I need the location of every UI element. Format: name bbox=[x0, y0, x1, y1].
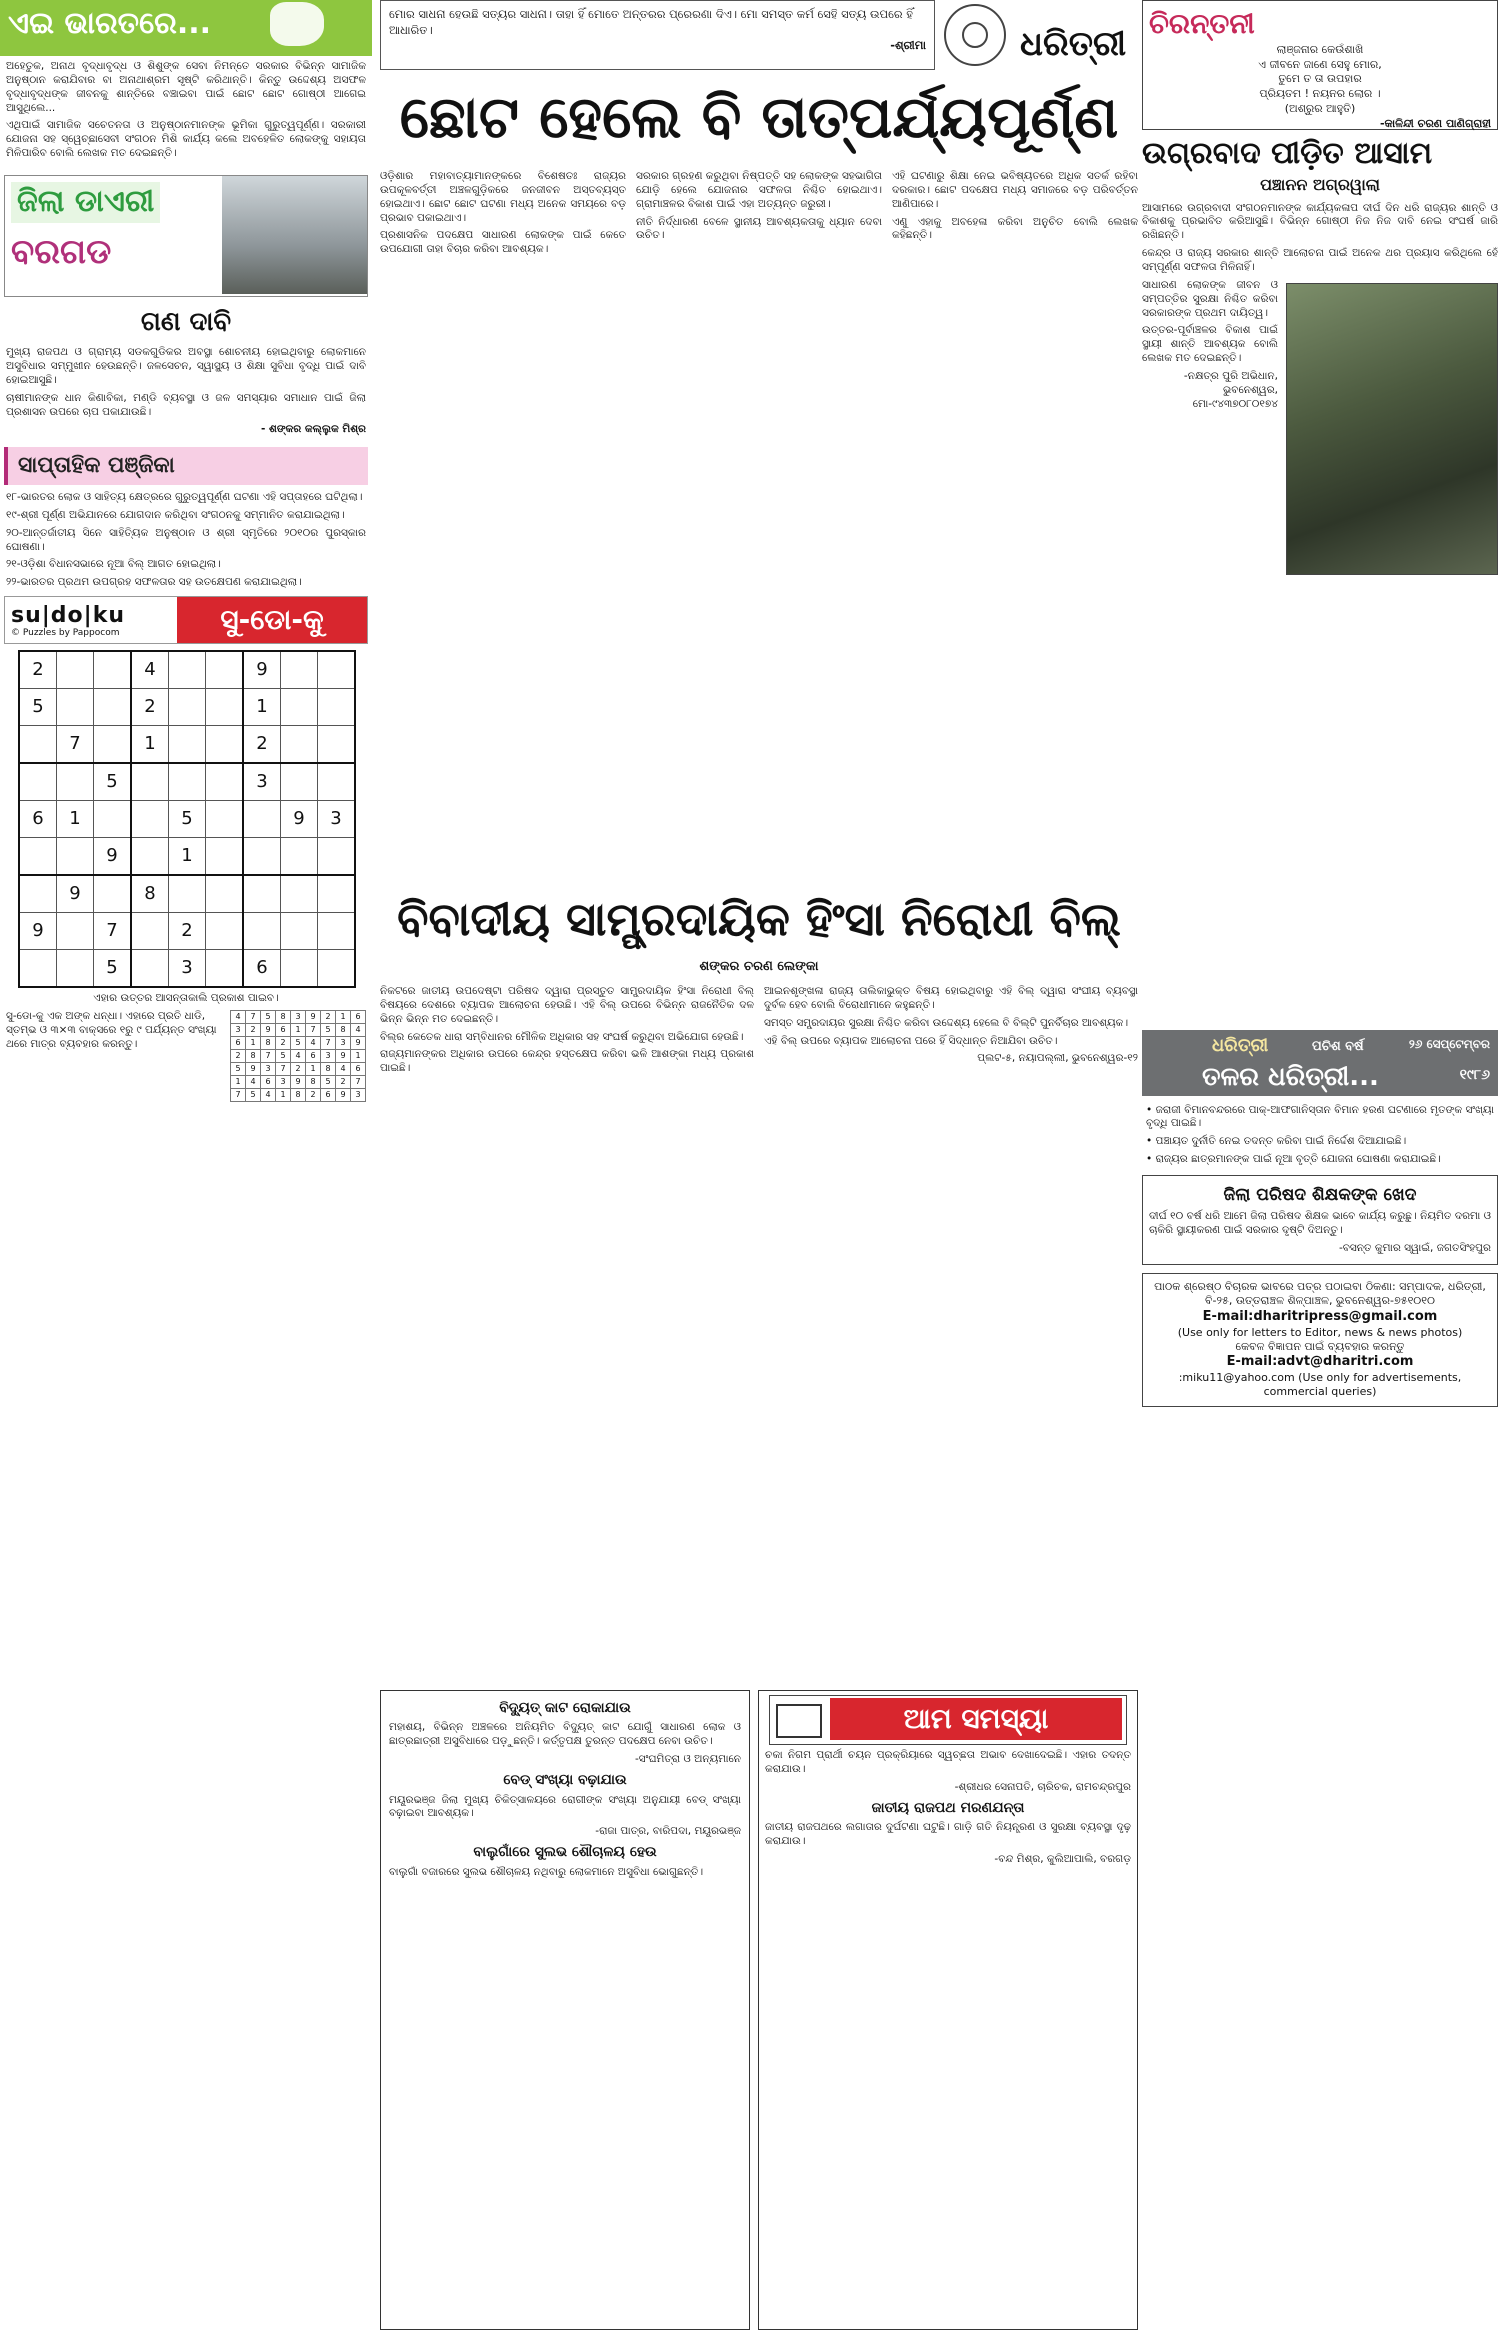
militants-photo bbox=[1286, 283, 1498, 575]
sudoku-cell[interactable]: 3 bbox=[169, 950, 206, 988]
letter-signature: -ରାଜା ପାତ୍ର, ବାରିପଦା, ମୟୂରଭଞ୍ଜ bbox=[595, 1825, 741, 1838]
weekly-panjika-title: ସାପ୍ତାହିକ ପଞ୍ଜିକା bbox=[4, 447, 368, 485]
solution-cell: 6 bbox=[231, 1036, 246, 1049]
editor-email-link[interactable]: E-mail:dharitripress@gmail.com bbox=[1202, 1308, 1438, 1324]
sudoku-cell[interactable] bbox=[318, 726, 356, 764]
wheel-logo-icon bbox=[944, 4, 1006, 66]
sudoku-cell[interactable]: 7 bbox=[57, 726, 94, 764]
sudoku-cell[interactable]: 6 bbox=[19, 801, 57, 838]
assam-article bbox=[1142, 202, 1498, 1022]
solution-cell: 5 bbox=[261, 1010, 276, 1023]
sudoku-cell[interactable]: 5 bbox=[169, 801, 206, 838]
archive-news bbox=[1142, 1104, 1498, 1167]
quote-text: ମୋର ସାଧନା ହେଉଛି ସତ୍ୟର ସାଧନା। ତାହା ହିଁ ମୋତେ ଅନ୍ତରର ପ୍ରେରଣା ଦିଏ। ମୋ ସମସ୍ତ କର୍ମ ସେହି ସତ୍ୟ ଉପରେ ହିଁ ଆଧାରିତ। bbox=[389, 7, 913, 37]
letter-signature: -ଶ୍ରୀଧର ସେନାପତି, ଚାରିଚକ, ରାମଚନ୍ଦ୍ରପୁର bbox=[954, 1780, 1131, 1793]
solution-cell: 4 bbox=[306, 1036, 321, 1049]
solution-cell: 4 bbox=[246, 1075, 261, 1088]
contact-ad-label: କେବଳ ବିଜ୍ଞାପନ ପାଇଁ ବ୍ୟବହାର କରନ୍ତୁ bbox=[1235, 1339, 1405, 1353]
sudoku-caption: ଏହାର ଉତ୍ତର ଆସନ୍ତାକାଲି ପ୍ରକାଶ ପାଇବ। bbox=[93, 992, 279, 1005]
solution-cell: 8 bbox=[321, 1062, 336, 1075]
sudoku-cell[interactable] bbox=[206, 726, 244, 764]
letter-signature: -ବସନ୍ତ କୁମାର ସ୍ୱାଇଁ, ଜଗତସିଂହପୁର bbox=[1338, 1242, 1491, 1255]
solution-cell: 1 bbox=[291, 1023, 306, 1036]
sudoku-cell[interactable]: 7 bbox=[94, 913, 132, 950]
sudoku-cell[interactable] bbox=[19, 763, 57, 801]
letter-text: ମହାଶୟ, ବିଭିନ୍ନ ଅଞ୍ଚଳରେ ଅନିୟମିତ ବିଦ୍ୟୁତ୍ କାଟ ଯୋଗୁଁ ସାଧାରଣ ଲୋକ ଓ ଛାତ୍ରଛାତ୍ରୀ ଅସୁବିଧାରେ ପଡ଼ୁଛନ୍ତି। କର୍ତ୍ତୃପକ୍ଷ ତୁରନ୍ତ ପଦକ୍ଷେପ ନେବା ଉଚିତ। bbox=[389, 1721, 741, 1748]
headline-communal-bill: ବିବାଦୀୟ ସାମ୍ପ୍ରଦାୟିକ ହିଂସା ନିରୋଧୀ ବିଲ୍ bbox=[397, 892, 1121, 946]
sudoku-cell[interactable] bbox=[131, 950, 169, 988]
letter-text: ଚକା ନିଗମ ପ୍ରାର୍ଥୀ ଚୟନ ପ୍ରକ୍ରିୟାରେ ସ୍ୱଚ୍ଛତା ଅଭାବ ଦେଖାଦେଇଛି। ଏହାର ତଦନ୍ତ କରାଯାଉ। bbox=[765, 1749, 1131, 1775]
letters-right bbox=[758, 1690, 1138, 2330]
news-item: • ଜରାଜୀ ବିମାନବନ୍ଦରରେ ପାକ୍-ଆଫଗାନିସ୍ତାନ ବିମାନ ହରଣ ଘଟଣାରେ ମୃତଙ୍କ ସଂଖ୍ୟା ବୃଦ୍ଧି ପାଇଛି। bbox=[1146, 1103, 1494, 1130]
byline: ଶଙ୍କର ଚରଣ ଲେଙ୍କା bbox=[699, 959, 819, 974]
sudoku-cell[interactable] bbox=[206, 950, 244, 988]
solution-cell: 3 bbox=[291, 1010, 306, 1023]
solution-cell: 2 bbox=[336, 1075, 351, 1088]
solution-cell: 9 bbox=[351, 1036, 366, 1049]
solution-cell: 9 bbox=[291, 1075, 306, 1088]
letter-title: ବେଡ୍ ସଂଖ୍ୟା ବଢ଼ାଯାଉ bbox=[503, 1772, 627, 1789]
poem-author: -କାଳିନ୍ଦୀ ଚରଣ ପାଣିଗ୍ରାହୀ bbox=[1379, 117, 1491, 131]
paragraph: ଏଣୁ ଏହାକୁ ଅବହେଳା କରିବା ଅନୁଚିତ ବୋଲି ଲେଖକ କହିଛନ୍ତି। bbox=[892, 215, 1138, 242]
list-item: ୨୨-ଭାରତର ପ୍ରଥମ ଉପଗ୍ରହ ସଫଳତାର ସହ ଉତକ୍ଷେପଣ କରାଯାଇଥିଲା। bbox=[6, 576, 302, 589]
paragraph: ସରକାର ଗ୍ରହଣ କରୁଥିବା ନିଷ୍ପତ୍ତି ସହ ଲୋକଙ୍କ ସହଭାଗିତା ଯୋଡ଼ି ହେଲେ ଯୋଜନାର ସଫଳତା ନିଶ୍ଚିତ ହୋଇଥାଏ। ଗ୍ରାମାଞ୍ଚଳର ବିକାଶ ପାଇଁ ଏହା ଅତ୍ୟନ୍ତ ଜରୁରୀ। bbox=[636, 170, 882, 210]
news-item: • ରାଜ୍ୟର ଛାତ୍ରମାନଙ୍କ ପାଇଁ ନୂଆ ବୃତ୍ତି ଯୋଜନା ଘୋଷଣା କରାଯାଇଛି। bbox=[1146, 1153, 1441, 1166]
newspaper-name: ଧରିତ୍ରୀ bbox=[1020, 24, 1127, 64]
paragraph: ଏହି ଘଟଣାରୁ ଶିକ୍ଷା ନେଇ ଭବିଷ୍ୟତରେ ଅଧିକ ସତର୍କ ରହିବା ଦରକାର। ଛୋଟ ପଦକ୍ଷେପ ମଧ୍ୟ ସମାଜରେ ବଡ଼ ପରିବର୍ତ୍ତନ ଆଣିପାରେ। bbox=[892, 170, 1138, 210]
sudoku-cell[interactable]: 1 bbox=[169, 838, 206, 876]
sudoku-cell[interactable]: 2 bbox=[19, 651, 57, 689]
sudoku-cell[interactable]: 2 bbox=[131, 689, 169, 726]
sudoku-cell[interactable] bbox=[281, 763, 318, 801]
solution-cell: 6 bbox=[351, 1062, 366, 1075]
solution-cell: 1 bbox=[336, 1010, 351, 1023]
sudoku-cell[interactable] bbox=[57, 651, 94, 689]
sudoku-cell[interactable]: 6 bbox=[243, 950, 281, 988]
list-item: ୧୯-ଶ୍ରୀ ପୂର୍ଣ୍ଣ ଅଭିଯାନରେ ଯୋଗଦାନ କରିଥିବା ସଂଗଠନକୁ ସମ୍ମାନିତ କରାଯାଇଥିଲା। bbox=[6, 508, 345, 521]
solution-cell: 2 bbox=[276, 1036, 291, 1049]
solution-cell: 8 bbox=[336, 1023, 351, 1036]
letter-title: ବାଲୁଗାଁରେ ସୁଲଭ ଶୌଚାଳୟ ହେଉ bbox=[473, 1844, 657, 1861]
solution-cell: 8 bbox=[291, 1088, 306, 1101]
solution-cell: 4 bbox=[336, 1062, 351, 1075]
list-item: ୨୧-ଓଡ଼ିଶା ବିଧାନସଭାରେ ନୂଆ ବିଲ୍ ଆଗତ ହୋଇଥିଲା। bbox=[6, 558, 221, 571]
solution-cell: 4 bbox=[261, 1088, 276, 1101]
sudoku-cell[interactable]: 5 bbox=[19, 689, 57, 726]
letter-title: ବିଦ୍ୟୁତ୍ କାଟ ରୋକାଯାଉ bbox=[499, 1700, 631, 1716]
sudoku-cell[interactable] bbox=[57, 950, 94, 988]
right-column bbox=[1142, 0, 1498, 1407]
sudoku-cell[interactable] bbox=[206, 913, 244, 950]
sudoku-cell[interactable] bbox=[206, 651, 244, 689]
sudoku-cell[interactable] bbox=[169, 875, 206, 913]
masthead bbox=[940, 0, 1138, 74]
sudoku-cell[interactable] bbox=[206, 689, 244, 726]
paragraph: ନିକଟରେ ଜାତୀୟ ଉପଦେଷ୍ଟା ପରିଷଦ ଦ୍ୱାରା ପ୍ରସ୍ତୁତ ସାମ୍ପ୍ରଦାୟିକ ହିଂସା ନିରୋଧୀ ବିଲ୍ ବିଷୟରେ ଦେଶରେ ବ୍ୟାପକ ଆଲୋଚନା ହେଉଛି। ଏହି ବିଲ୍ ଉପରେ ବିଭିନ୍ନ ରାଜନୈତିକ ଦଳ ଭିନ୍ନ ଭିନ୍ନ ମତ ଦେଇଛନ୍ତି। bbox=[380, 985, 754, 1025]
solution-cell: 6 bbox=[351, 1010, 366, 1023]
solution-cell: 8 bbox=[261, 1036, 276, 1049]
article-1-col-2 bbox=[636, 170, 882, 870]
zila-diary-title: ଜିଲା ଡାଏରୀ bbox=[11, 182, 160, 223]
article-footer: ପ୍ଲଟ-୫, ନୟାପଲ୍ଲୀ, ଭୁବନେଶ୍ୱର-୧୨ bbox=[977, 1052, 1138, 1065]
solution-cell: 1 bbox=[231, 1075, 246, 1088]
sudoku-cell[interactable]: 1 bbox=[243, 689, 281, 726]
letters-left bbox=[380, 1690, 750, 2330]
banner-title: ତଳର ଧରିତ୍ରୀ... bbox=[1202, 1061, 1379, 1092]
solution-cell: 3 bbox=[336, 1036, 351, 1049]
india-map-icon bbox=[270, 2, 324, 46]
sudoku-cell[interactable]: 9 bbox=[94, 838, 132, 876]
sudoku-cell[interactable]: 1 bbox=[131, 726, 169, 764]
solution-cell: 6 bbox=[276, 1023, 291, 1036]
sudoku-cell[interactable]: 9 bbox=[281, 801, 318, 838]
sudoku-cell[interactable] bbox=[318, 763, 356, 801]
headline-main: ଛୋଟ ହେଲେ ବି ତାତ୍ପର୍ଯ୍ୟପୂର୍ଣ୍ଣ bbox=[399, 83, 1119, 151]
quote-box bbox=[380, 0, 935, 70]
sudoku-cell[interactable] bbox=[318, 875, 356, 913]
sudoku-cell[interactable] bbox=[57, 689, 94, 726]
solution-cell: 2 bbox=[321, 1010, 336, 1023]
contact-address: ବି-୨୫, ଉତ୍ତରାଞ୍ଚଳ ଶିଳ୍ପାଞ୍ଚଳ, ଭୁବନେଶ୍ୱର-୭୫୧୦୧୦ bbox=[1205, 1294, 1435, 1308]
sudoku-cell[interactable]: 9 bbox=[19, 913, 57, 950]
assam-headline: ଉଗ୍ରବାଦ ପୀଡ଼ିତ ଆସାମ bbox=[1142, 136, 1433, 171]
sudoku-cell[interactable] bbox=[206, 801, 244, 838]
weekly-panjika-list bbox=[0, 491, 372, 590]
solution-cell: 1 bbox=[351, 1049, 366, 1062]
gana-dabi-article bbox=[0, 346, 372, 437]
section-header-ei-bharatare bbox=[0, 0, 372, 56]
sudoku-cell[interactable]: 4 bbox=[131, 651, 169, 689]
paragraph: ଚାଷୀମାନଙ୍କ ଧାନ କିଣାବିକା, ମଣ୍ଡି ବ୍ୟବସ୍ଥା ଓ ଜଳ ସମସ୍ୟାର ସମାଧାନ ପାଇଁ ଜିଲା ପ୍ରଶାସନ ଉପରେ ଚାପ ପକାଯାଉଛି। bbox=[6, 391, 366, 418]
sudoku-cell[interactable]: 5 bbox=[94, 763, 132, 801]
solution-cell: 9 bbox=[246, 1062, 261, 1075]
paragraph: ଅହେତୁକ, ଅନାଥ ବୃଦ୍ଧାବୃଦ୍ଧ ଓ ଶିଶୁଙ୍କ ସେବା ନିମନ୍ତେ ସରକାର ବିଭିନ୍ନ ସାମାଜିକ ଅନୁଷ୍ଠାନ କରାଯିବାର ବା ଅନାଥାଶ୍ରମ ସୃଷ୍ଟି କରିଥାନ୍ତି। କିନ୍ତୁ ଉଦ୍ଦେଶ୍ୟ ଅସଫଳ ବୃଦ୍ଧାବୃଦ୍ଧଙ୍କ ଜୀବନକୁ ଶାନ୍ତିରେ ବଞ୍ଚାଇବା ପାଇଁ ଛୋଟ ଛୋଟ ଗୋଷ୍ଠୀ ଆଗେଇ ଆସୁଥିଲେ... bbox=[6, 60, 366, 114]
article-2-col-1 bbox=[380, 985, 754, 1675]
paragraph: ସମସ୍ତ ସମ୍ପ୍ରଦାୟର ସୁରକ୍ଷା ନିଶ୍ଚିତ କରିବା ଉଦ୍ଦେଶ୍ୟ ହେଲେ ବି ବିଲ୍‌ଟି ପୁନର୍ବିଚାର ଆବଶ୍ୟକ। bbox=[764, 1016, 1129, 1029]
aama-samasya-title: ଆମ ସମସ୍ୟା bbox=[830, 1698, 1122, 1740]
sudoku-cell[interactable] bbox=[57, 913, 94, 950]
gana-dabi-title: ଗଣ ଦାବି bbox=[140, 307, 232, 338]
letter-text: ଦୀର୍ଘ ୧୦ ବର୍ଷ ଧରି ଆମେ ଜିଲା ପରିଷଦ ଶିକ୍ଷକ ଭାବେ କାର୍ଯ୍ୟ କରୁଛୁ। ନିୟମିତ ଦରମା ଓ ଚାକିରି ସ୍ଥାୟୀକରଣ ପାଇଁ ସରକାର ଦୃଷ୍ଟି ଦିଅନ୍ତୁ। bbox=[1149, 1210, 1491, 1237]
sudoku-cell[interactable] bbox=[94, 726, 132, 764]
letter-signature: -ସଂଘମିତ୍ରା ଓ ଅନ୍ୟମାନେ bbox=[635, 1753, 741, 1766]
sudoku-cell[interactable]: 2 bbox=[169, 913, 206, 950]
paragraph: ଆଇନଶୃଙ୍ଖଳା ରାଜ୍ୟ ତାଲିକାଭୁକ୍ତ ବିଷୟ ହୋଇଥିବାରୁ ଏହି ବିଲ୍ ଦ୍ୱାରା ସଂଘୀୟ ବ୍ୟବସ୍ଥା ଦୁର୍ବଳ ହେବ ବୋଲି ବିରୋଧୀମାନେ କହୁଛନ୍ତି। bbox=[764, 985, 1138, 1011]
sudoku-cell[interactable] bbox=[281, 689, 318, 726]
paragraph: ଆସାମରେ ଉଗ୍ରବାଦୀ ସଂଗଠନମାନଙ୍କ କାର୍ଯ୍ୟକଳାପ ଦୀର୍ଘ ଦିନ ଧରି ରାଜ୍ୟର ଶାନ୍ତି ଓ ବିକାଶକୁ ପ୍ରଭାବିତ କରିଆସୁଛି। ବିଭିନ୍ନ ଗୋଷ୍ଠୀ ନିଜ ନିଜ ଦାବି ନେଇ ସଂଘର୍ଷ ଜାରି ରଖିଛନ୍ତି। bbox=[1142, 201, 1498, 242]
letter-signature: -ବନ୍ଦ ମିଶ୍ର, କୁଲିଆପାଲି, ବରଗଡ଼ bbox=[994, 1852, 1131, 1865]
sudoku-cell[interactable] bbox=[281, 875, 318, 913]
paragraph: ରାଜ୍ୟମାନଙ୍କର ଅଧିକାର ଉପରେ କେନ୍ଦ୍ର ହସ୍ତକ୍ଷେପ କରିବା ଭଳି ଆଶଙ୍କା ମଧ୍ୟ ପ୍ରକାଶ ପାଇଛି। bbox=[380, 1048, 754, 1075]
solution-cell: 2 bbox=[246, 1023, 261, 1036]
advt-email-link-2[interactable]: :miku11@yahoo.com (Use only for advertisements, commercial queries) bbox=[1178, 1371, 1462, 1399]
sudoku-cell[interactable]: 2 bbox=[243, 726, 281, 764]
poem: ଲାଞ୍ଜନାର କେଉଁଶାଖି ଏ ଜୀବନେ ଜାଣେ ସେହୁ ମୋର, ତୁମେ ତ ତା ଉପହାର ପ୍ରିୟତମ ! ନୟନର ଲୋର । (ଅଶ୍ରୁର ଆହୁତି) bbox=[1258, 42, 1382, 116]
sudoku-cell[interactable] bbox=[206, 875, 244, 913]
solution-cell: 8 bbox=[306, 1075, 321, 1088]
sudoku-cell[interactable]: 8 bbox=[131, 875, 169, 913]
solution-cell: 3 bbox=[321, 1049, 336, 1062]
sudoku-cell[interactable]: 9 bbox=[57, 875, 94, 913]
sudoku-cell[interactable] bbox=[281, 838, 318, 876]
paragraph: ଏଥିପାଇଁ ସାମାଜିକ ସଚେତନତା ଓ ଅନୁଷ୍ଠାନମାନଙ୍କ ଭୂମିକା ଗୁରୁତ୍ୱପୂର୍ଣ୍ଣ। ସରକାରୀ ଯୋଜନା ସହ ସ୍ୱେଚ୍ଛାସେବୀ ସଂଗଠନ ମିଶି କାର୍ଯ୍ୟ କଲେ ଅବହେଳିତ ଲୋକଙ୍କୁ ସହାୟତା ମିଳିପାରିବ ବୋଲି ଲେଖକ ମତ ଦେଇଛନ୍ତି। bbox=[6, 119, 366, 160]
paragraph: ସାଧାରଣ ଲୋକଙ୍କ ଜୀବନ ଓ ସମ୍ପତ୍ତିର ସୁରକ୍ଷା ନିଶ୍ଚିତ କରିବା ସରକାରଙ୍କ ପ୍ରଥମ ଦାୟିତ୍ୱ। bbox=[1142, 278, 1278, 319]
sudoku-cell[interactable] bbox=[94, 801, 132, 838]
solution-cell: 5 bbox=[291, 1036, 306, 1049]
solution-cell: 2 bbox=[231, 1049, 246, 1062]
sudoku-cell[interactable] bbox=[131, 838, 169, 876]
sudoku-header bbox=[4, 596, 368, 644]
solution-cell: 5 bbox=[321, 1075, 336, 1088]
paragraph: କେନ୍ଦ୍ର ଓ ରାଜ୍ୟ ସରକାର ଶାନ୍ତି ଆଲୋଚନା ପାଇଁ ଅନେକ ଥର ପ୍ରୟାସ କରିଥିଲେ ହେଁ ସମ୍ପୂର୍ଣ୍ଣ ସଫଳତା ମିଳିନାହିଁ। bbox=[1142, 247, 1498, 274]
paragraph: ନୀତି ନିର୍ଦ୍ଧାରଣ ବେଳେ ସ୍ଥାନୀୟ ଆବଶ୍ୟକତାକୁ ଧ୍ୟାନ ଦେବା ଉଚିତ। bbox=[636, 215, 882, 242]
aama-samasya-header bbox=[769, 1695, 1127, 1745]
sudoku-cell[interactable] bbox=[318, 950, 356, 988]
solution-cell: 7 bbox=[276, 1062, 291, 1075]
sudoku-cell[interactable] bbox=[169, 763, 206, 801]
list-item: ୧୮-ଭାରତର ଲୋକ ଓ ସାହିତ୍ୟ କ୍ଷେତ୍ରରେ ଗୁରୁତ୍ୱପୂର୍ଣ୍ଣ ଘଟଣା ଏହି ସପ୍ତାହରେ ଘଟିଥିଲା। bbox=[6, 490, 363, 503]
sudoku-odia-title: ସୁ-ଡୋ-କୁ bbox=[177, 597, 367, 643]
solution-cell: 4 bbox=[291, 1049, 306, 1062]
intro-article bbox=[0, 56, 372, 169]
sudoku-cell[interactable] bbox=[131, 801, 169, 838]
solution-cell: 9 bbox=[336, 1049, 351, 1062]
sudoku-cell[interactable] bbox=[281, 726, 318, 764]
letter-text: ଜାତୀୟ ରାଜପଥରେ ଲଗାତାର ଦୁର୍ଘଟଣା ଘଟୁଛି। ଗାଡ଼ି ଗତି ନିୟନ୍ତ୍ରଣ ଓ ସୁରକ୍ଷା ବ୍ୟବସ୍ଥା ଦୃଢ଼ କରାଯାଉ। bbox=[765, 1821, 1131, 1847]
paragraph: ଓଡ଼ିଶାର ମହାବାତ୍ୟାମାନଙ୍କରେ ବିଶେଷତଃ ରାଜ୍ୟର ଉପକୂଳବର୍ତ୍ତୀ ଅଞ୍ଚଳଗୁଡ଼ିକରେ ଜନଜୀବନ ଅସ୍ତବ୍ୟସ୍ତ ହୋଇଥାଏ। ଛୋଟ ଛୋଟ ଘଟଣା ମଧ୍ୟ ଅନେକ ସମୟରେ ବଡ଼ ପ୍ରଭାବ ପକାଇଥାଏ। bbox=[380, 170, 626, 224]
sudoku-cell[interactable] bbox=[169, 689, 206, 726]
sudoku-instructions: ସୁ-ଡୋ-କୁ ଏକ ଅଙ୍କ ଧନ୍ଧା। ଏହାରେ ପ୍ରତି ଧାଡି, ସ୍ତମ୍ଭ ଓ ୩×୩ ବାକ୍ସରେ ୧ରୁ ୯ ପର୍ଯ୍ୟନ୍ତ ସଂଖ୍ୟା ଥରେ ମାତ୍ର ବ୍ୟବହାର କରନ୍ତୁ। bbox=[6, 1009, 217, 1050]
contact-box bbox=[1142, 1273, 1498, 1407]
solution-cell: 1 bbox=[276, 1088, 291, 1101]
solution-cell: 6 bbox=[321, 1088, 336, 1101]
article-1 bbox=[380, 170, 1138, 870]
solution-cell: 7 bbox=[306, 1023, 321, 1036]
sudoku-cell[interactable] bbox=[94, 689, 132, 726]
sudoku-cell[interactable] bbox=[19, 726, 57, 764]
sudoku-cell[interactable]: 9 bbox=[243, 651, 281, 689]
solution-cell: 4 bbox=[231, 1010, 246, 1023]
solution-cell: 7 bbox=[231, 1088, 246, 1101]
article-1-col-3 bbox=[892, 170, 1138, 870]
sudoku-credit: © Puzzles by Pappocom bbox=[11, 628, 120, 639]
paragraph: ଏହି ବିଲ୍ ଉପରେ ବ୍ୟାପକ ଆଲୋଚନା ପରେ ହିଁ ସିଦ୍ଧାନ୍ତ ନିଆଯିବା ଉଚିତ। bbox=[764, 1034, 1058, 1047]
solution-cell: 3 bbox=[231, 1023, 246, 1036]
paragraph: ଉତ୍ତର-ପୂର୍ବାଞ୍ଚଳର ବିକାଶ ପାଇଁ ସ୍ଥାୟୀ ଶାନ୍ତି ଆବଶ୍ୟକ ବୋଲି ଲେଖକ ମତ ଦେଇଛନ୍ତି। bbox=[1142, 324, 1278, 365]
sudoku-cell[interactable] bbox=[281, 651, 318, 689]
banner-date: ୨୬ ସେପ୍ଟେମ୍ବର bbox=[1408, 1036, 1490, 1051]
sudoku-cell[interactable]: 5 bbox=[94, 950, 132, 988]
author: - ଶଙ୍କର କଲ୍ଲୁକ ମିଶ୍ର bbox=[261, 423, 366, 436]
quote-author: -ଶ୍ରୀମା bbox=[890, 38, 926, 53]
solution-cell: 6 bbox=[306, 1049, 321, 1062]
sudoku-cell[interactable] bbox=[94, 651, 132, 689]
sudoku-cell[interactable] bbox=[57, 763, 94, 801]
twentyfive-years-banner bbox=[1142, 1030, 1498, 1096]
byline: ପଞ୍ଚାନନ ଅଗ୍ରୱାଲା bbox=[1260, 175, 1380, 194]
sudoku-cell[interactable] bbox=[19, 838, 57, 876]
paragraph: ବିଲ୍‌ର କେତେକ ଧାରା ସମ୍ବିଧାନର ମୌଳିକ ଅଧିକାର ସହ ସଂଘର୍ଷ କରୁଥିବା ଅଭିଯୋଗ ହେଉଛି। bbox=[380, 1030, 744, 1043]
sudoku-cell[interactable] bbox=[169, 651, 206, 689]
solution-cell: 8 bbox=[246, 1049, 261, 1062]
sudoku-cell[interactable] bbox=[169, 726, 206, 764]
sudoku-cell[interactable] bbox=[206, 763, 244, 801]
banner-year: ୧୯୮୬ bbox=[1459, 1066, 1490, 1083]
solution-cell: 7 bbox=[321, 1036, 336, 1049]
banner-label: ପଚିଶ ବର୍ଷ bbox=[1312, 1038, 1364, 1054]
solution-cell: 7 bbox=[351, 1075, 366, 1088]
envelope-icon bbox=[776, 1704, 822, 1738]
sudoku-cell[interactable]: 3 bbox=[318, 801, 356, 838]
sudoku-cell[interactable]: 3 bbox=[243, 763, 281, 801]
sudoku-cell[interactable] bbox=[318, 689, 356, 726]
article-2 bbox=[380, 985, 1138, 1675]
sudoku-cell[interactable] bbox=[206, 838, 244, 876]
zila-diary-box bbox=[4, 175, 368, 297]
letter-title: ଜାତୀୟ ରାଜପଥ ମରଣଯନ୍ତା bbox=[871, 1799, 1025, 1816]
sudoku-cell[interactable] bbox=[281, 950, 318, 988]
left-column bbox=[0, 0, 372, 2337]
solution-cell: 9 bbox=[336, 1088, 351, 1101]
sudoku-logo: su|do|ku bbox=[11, 603, 125, 629]
sudoku-cell[interactable]: 1 bbox=[57, 801, 94, 838]
sudoku-cell[interactable] bbox=[318, 651, 356, 689]
solution-cell: 6 bbox=[261, 1075, 276, 1088]
solution-cell: 8 bbox=[276, 1010, 291, 1023]
solution-cell: 5 bbox=[276, 1049, 291, 1062]
contact-address: ପାଠକ ଶ୍ରେଷ୍ଠ ବିଚାରକ ଭାବରେ ପତ୍ର ପଠାଇବା ଠିକଣା: ସମ୍ପାଦକ, ଧରିତ୍ରୀ, bbox=[1154, 1280, 1486, 1294]
sudoku-cell[interactable] bbox=[57, 838, 94, 876]
solution-cell: 9 bbox=[306, 1010, 321, 1023]
teacher-letter bbox=[1142, 1175, 1498, 1265]
solution-cell: 9 bbox=[261, 1023, 276, 1036]
advt-email-link[interactable]: E-mail:advt@dharitri.com bbox=[1226, 1354, 1414, 1370]
sudoku-cell[interactable] bbox=[243, 913, 281, 950]
news-item: • ପଞ୍ଚାୟତ ଦୁର୍ନୀତି ନେଇ ତଦନ୍ତ କରିବା ପାଇଁ ନିର୍ଦ୍ଦେଶ ଦିଆଯାଇଛି। bbox=[1146, 1135, 1407, 1148]
solution-cell: 3 bbox=[276, 1075, 291, 1088]
paragraph: ମୁଖ୍ୟ ରାଜପଥ ଓ ଗ୍ରାମ୍ୟ ସଡକଗୁଡିକର ଅବସ୍ଥା ଶୋଚନୀୟ ହୋଇଥିବାରୁ ଲୋକମାନେ ଅସୁବିଧାର ସମ୍ମୁଖୀନ ହେଉଛନ୍ତି। ଜଳସେଚନ, ସ୍ୱାସ୍ଥ୍ୟ ଓ ଶିକ୍ଷା ସୁବିଧା ବୃଦ୍ଧି ପାଇଁ ଦାବି ହୋଇଆସୁଛି। bbox=[6, 346, 366, 386]
sudoku-cell[interactable] bbox=[243, 875, 281, 913]
solution-cell: 5 bbox=[231, 1062, 246, 1075]
letter-text: ମୟୂରଭଞ୍ଜ ଜିଲା ମୁଖ୍ୟ ଚିକିତ୍ସାଳୟରେ ରୋଗୀଙ୍କ ସଂଖ୍ୟା ଅନୁଯାୟୀ ବେଡ୍ ସଂଖ୍ୟା ବଢ଼ାଇବା ଆବଶ୍ୟକ। bbox=[389, 1793, 741, 1820]
solution-cell: 5 bbox=[246, 1088, 261, 1101]
district-photo bbox=[222, 176, 367, 294]
sudoku-cell[interactable] bbox=[19, 875, 57, 913]
banner-logo: ଧରିତ୍ରୀ bbox=[1212, 1034, 1269, 1056]
list-item: ୨୦-ଆନ୍ତର୍ଜାତୀୟ ସିନେ ସାହିତ୍ୟିକ ଅନୁଷ୍ଠାନ ଓ ଶ୍ରୀ ସ୍ମୃତିରେ ୨୦୧୦ର ପୁରସ୍କାର ଘୋଷଣା। bbox=[6, 526, 366, 553]
solution-cell: 3 bbox=[351, 1088, 366, 1101]
solution-cell: 1 bbox=[306, 1062, 321, 1075]
solution-cell: 7 bbox=[246, 1010, 261, 1023]
paragraph: ପ୍ରଶାସନିକ ପଦକ୍ଷେପ ସାଧାରଣ ଲୋକଙ୍କ ପାଇଁ କେତେ ଉପଯୋଗୀ ତାହା ବିଚାର କରିବା ଆବଶ୍ୟକ। bbox=[380, 229, 626, 256]
sudoku-solution-grid bbox=[230, 1010, 366, 1102]
chirantani-title: ଚିରନ୍ତନୀ bbox=[1149, 7, 1255, 40]
sudoku-cell[interactable] bbox=[318, 913, 356, 950]
sudoku-grid[interactable] bbox=[18, 650, 356, 988]
sudoku-cell[interactable] bbox=[281, 913, 318, 950]
letter-title: ଜିଲା ପରିଷଦ ଶିକ୍ଷକଙ୍କ ଖେଦ bbox=[1223, 1185, 1417, 1206]
solution-cell: 2 bbox=[291, 1062, 306, 1075]
sudoku-cell[interactable] bbox=[131, 763, 169, 801]
solution-cell: 4 bbox=[351, 1023, 366, 1036]
article-footer: -ନକ୍ଷତ୍ର ପୁରି ଅଭିଧାନ, ଭୁବନେଶ୍ୱର, ମୋ-୯୪୩୭୦୮୦୧୭୪ bbox=[1183, 370, 1278, 410]
article-2-col-2 bbox=[764, 985, 1138, 1675]
letter-text: ବାଲୁଗାଁ ବଜାରରେ ସୁଲଭ ଶୌଚାଳୟ ନଥିବାରୁ ଲୋକମାନେ ଅସୁବିଧା ଭୋଗୁଛନ୍ତି। bbox=[389, 1865, 704, 1878]
solution-cell: 7 bbox=[261, 1049, 276, 1062]
section-title: ଏଇ ଭାରତରେ... bbox=[8, 6, 212, 41]
article-1-col-1 bbox=[380, 170, 626, 870]
solution-cell: 3 bbox=[261, 1062, 276, 1075]
solution-cell: 1 bbox=[246, 1036, 261, 1049]
sudoku-cell[interactable] bbox=[318, 838, 356, 876]
sudoku-cell[interactable] bbox=[19, 950, 57, 988]
chirantani-box bbox=[1142, 0, 1498, 130]
sudoku-cell[interactable] bbox=[131, 913, 169, 950]
district-name: ବରଗଡ bbox=[11, 232, 112, 273]
sudoku-cell[interactable] bbox=[243, 838, 281, 876]
sudoku-cell[interactable] bbox=[94, 875, 132, 913]
contact-note: (Use only for letters to Editor, news & news photos) bbox=[1177, 1325, 1463, 1339]
solution-cell: 2 bbox=[306, 1088, 321, 1101]
sudoku-cell[interactable] bbox=[243, 801, 281, 838]
solution-cell: 5 bbox=[321, 1023, 336, 1036]
